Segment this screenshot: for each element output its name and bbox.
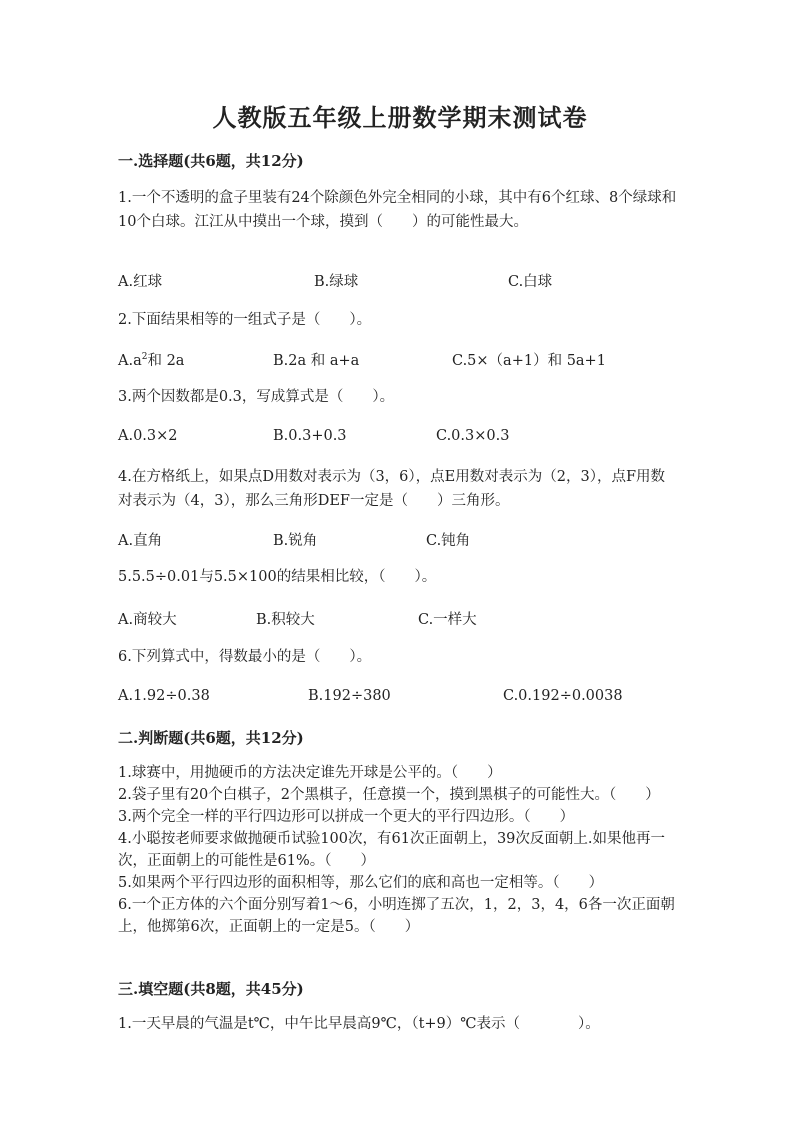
option-c: C.白球 <box>508 274 553 290</box>
option-a: $A.a^2$和 2a <box>118 352 185 369</box>
option-b: B.192÷380 <box>308 688 391 704</box>
exponent: 2 <box>141 352 148 362</box>
choice-options-4 <box>118 529 718 551</box>
judge-item-6: 6.一个正方体的六个面分别写着1～6，小明连掷了五次，1，2，3，4，6各一次正面朝上，他掷第6次，正面朝上的一定是5。（ ） <box>118 897 675 935</box>
judge-item-3: 3.两个完全一样的平行四边形可以拼成一个更大的平行四边形。（ ） <box>118 809 575 825</box>
option-b: B.锐角 <box>273 533 318 549</box>
choice-options-3 <box>118 428 718 450</box>
option-b: B.积较大 <box>256 612 315 628</box>
judge-item-5: 5.如果两个平行四边形的面积相等，那么它们的底和高也一定相等。（ ） <box>118 875 604 891</box>
option-c: C.一样大 <box>418 612 477 628</box>
option-b: B.2a 和 a+a <box>273 353 360 369</box>
choice-question-3: 3.两个因数都是0.3，写成算式是（ ）。 <box>118 389 395 405</box>
section-heading-judge: 二.判断题(共6题，共12分) <box>118 729 304 747</box>
choice-question-5: 5.5.5÷0.01与5.5×100的结果相比较，（ ）。 <box>118 569 437 585</box>
option-b: B.0.3+0.3 <box>273 428 347 444</box>
judge-item-1: 1.球赛中，用抛硬币的方法决定谁先开球是公平的。（ ） <box>118 765 502 781</box>
choice-question-4: 4.在方格纸上，如果点D用数对表示为（3，6），点E用数对表示为（2，3），点F用数对表示为（4，3），那么三角形DEF一定是（ ）三角形。 <box>118 469 666 509</box>
judge-list <box>118 762 678 938</box>
choice-options-2 <box>118 349 718 371</box>
option-b: B.绿球 <box>314 274 359 290</box>
choice-question-1: 1.一个不透明的盒子里装有24个除颜色外完全相同的小球，其中有6个红球、8个绿球和10个白球。江江从中摸出一个球，摸到（ ）的可能性最大。 <box>118 190 677 230</box>
section-heading-choice: 一.选择题(共6题，共12分) <box>118 152 304 170</box>
choice-options-1 <box>118 270 718 292</box>
fill-question-1: 1.一天早晨的气温是t℃，中午比早晨高9℃，（t+9）℃表示（ ）。 <box>118 1016 600 1032</box>
choice-options-5 <box>118 608 718 630</box>
section-heading-fill: 三.填空题(共8题，共45分) <box>118 980 304 998</box>
option-c: C.5×（a+1）和 5a+1 <box>452 353 606 369</box>
choice-question-6: 6.下列算式中，得数最小的是（ ）。 <box>118 649 372 665</box>
choice-options-6 <box>118 688 718 710</box>
judge-item-2: 2.袋子里有20个白棋子，2个黑棋子，任意摸一个，摸到黑棋子的可能性大。（ ） <box>118 787 660 803</box>
option-a: A.红球 <box>118 274 163 290</box>
option-a: A.商较大 <box>118 612 177 628</box>
option-a: A.0.3×2 <box>118 428 178 444</box>
choice-question-2: 2.下面结果相等的一组式子是（ ）。 <box>118 312 372 328</box>
option-c: C.0.192÷0.0038 <box>503 688 623 704</box>
exam-title: 人教版五年级上册数学期末测试卷 <box>212 103 588 132</box>
judge-item-4: 4.小聪按老师要求做抛硬币试验100次，有61次正面朝上，39次反面朝上.如果他再一次，正面朝上的可能性是61%。（ ） <box>118 831 666 869</box>
option-a: A.1.92÷0.38 <box>118 688 210 704</box>
option-c: C.0.3×0.3 <box>436 428 510 444</box>
option-c: C.钝角 <box>426 533 471 549</box>
option-a: A.直角 <box>118 533 163 549</box>
